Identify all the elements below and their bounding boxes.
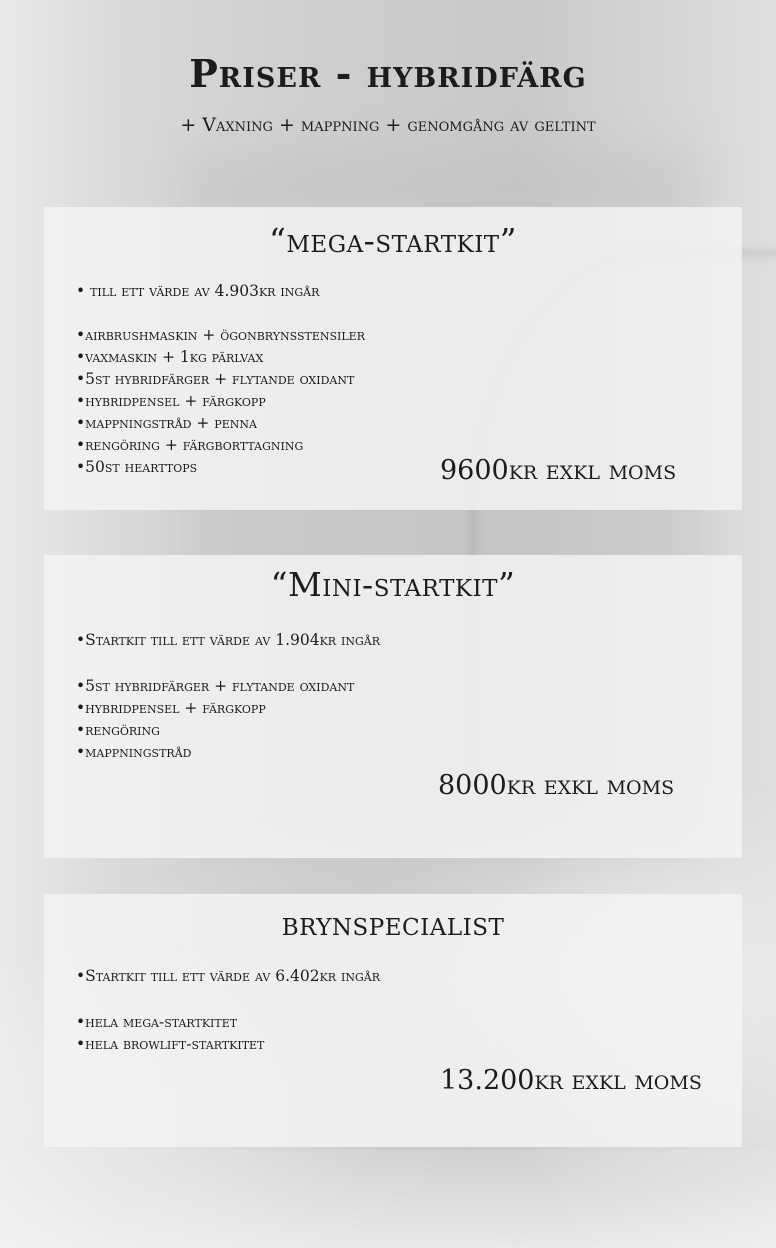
card-item-list [76, 675, 354, 763]
list-item: •rengöring + färgborttagning [76, 436, 304, 454]
card-intro: •Startkit till ett värde av 6.402kr ingår [76, 967, 380, 985]
card-intro: • till ett värde av 4.903kr ingår [76, 282, 320, 300]
card-intro: •Startkit till ett värde av 1.904kr ingår [76, 631, 380, 649]
card-title: “mega-startkit” [268, 221, 518, 260]
card-title: brynspecialist [281, 904, 505, 943]
list-item: •airbrushmaskin + ögonbrynsstensiler [76, 326, 365, 344]
list-item: •vaxmaskin + 1kg pärlvax [76, 348, 264, 366]
list-item: •mappningstråd + penna [76, 414, 257, 432]
list-item: •hela mega-startkitet [76, 1013, 238, 1031]
card-item-list [76, 1011, 264, 1055]
list-item: •hela browlift-startkitet [76, 1035, 265, 1053]
list-item: •50st hearttops [76, 458, 198, 476]
page-header [0, 48, 776, 138]
list-item: •hybridpensel + färgkopp [76, 699, 266, 717]
page-title: Priser - hybridfärg [189, 51, 587, 96]
price-card-brynspecialist [44, 894, 742, 1147]
price-card-mega-startkit [44, 207, 742, 510]
list-item: •mappningstråd [76, 743, 192, 761]
card-price: 13.200kr exkl moms [440, 1065, 702, 1096]
card-price: 9600kr exkl moms [440, 455, 677, 486]
list-item: •5st hybridfärger + flytande oxidant [76, 370, 355, 388]
card-item-list [76, 324, 365, 478]
background-floor [0, 1150, 776, 1248]
card-price: 8000kr exkl moms [438, 770, 675, 801]
price-card-mini-startkit [44, 555, 742, 858]
card-title: “Mini-startkit” [270, 565, 516, 604]
list-item: •hybridpensel + färgkopp [76, 392, 266, 410]
list-item: •5st hybridfärger + flytande oxidant [76, 677, 355, 695]
page-subtitle: + Vaxning + mappning + genomgång av geltint [180, 114, 596, 136]
list-item: •rengöring [76, 721, 160, 739]
